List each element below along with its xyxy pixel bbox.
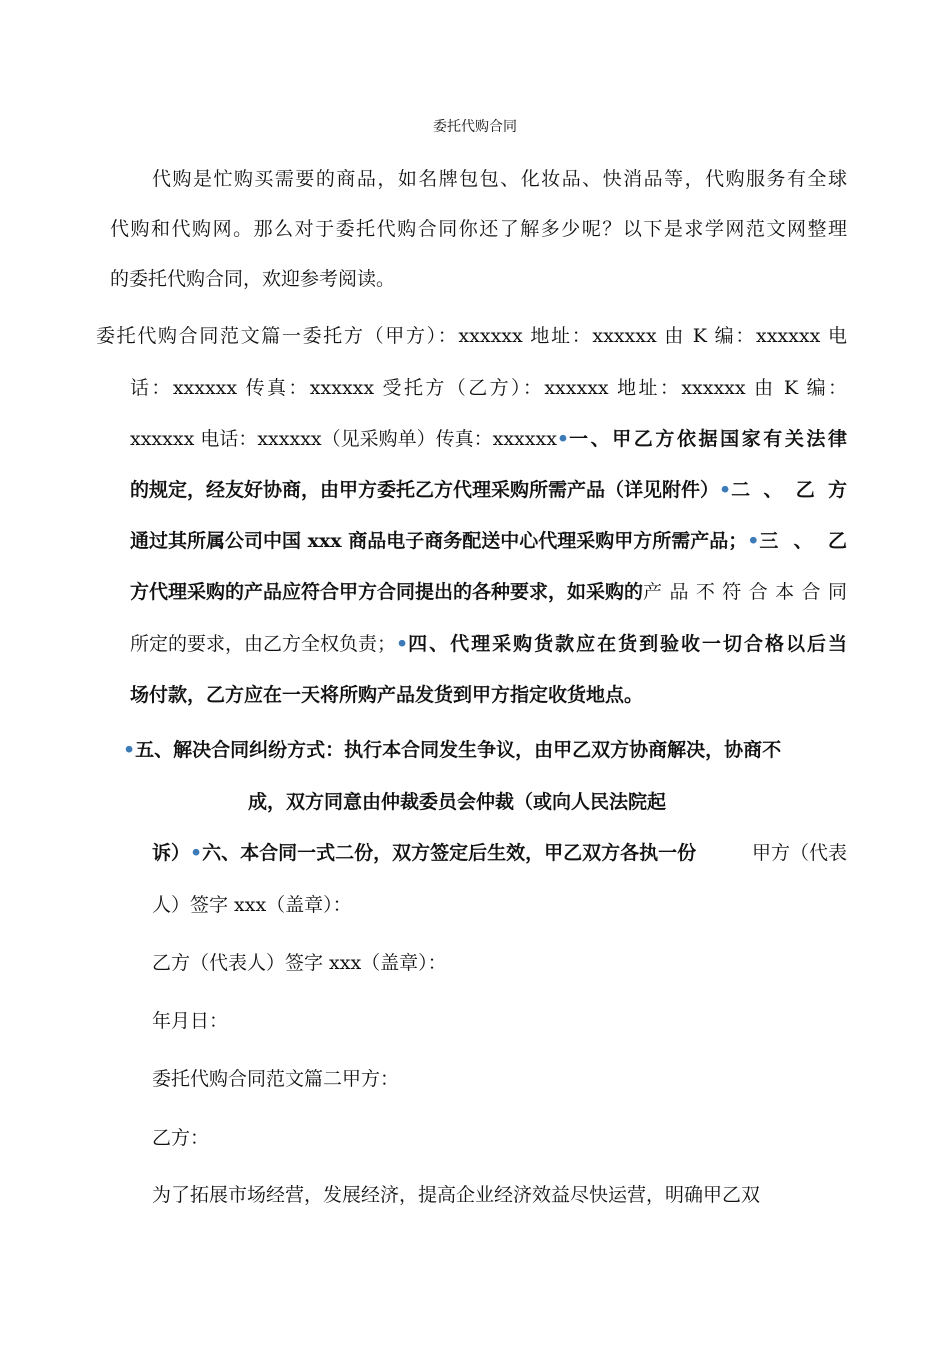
bullet-icon: •	[396, 633, 409, 655]
document-title: 委托代购合同	[433, 119, 517, 135]
clause-3-plain: 产品不符合本合同	[643, 581, 847, 603]
clause-3-start: 三、乙	[759, 530, 847, 552]
party-a-signature-end: 人）签字 xxx（盖章）：	[152, 894, 352, 916]
sample-2-text: 为了拓展市场经营，发展经济，提高企业经济效益尽快运营，明确甲乙双	[152, 1184, 761, 1206]
clause-3-end: 所定的要求，由乙方全权负责；	[130, 633, 397, 655]
party-a-signature-start: 甲方（代表	[751, 842, 847, 864]
intro-line-3: 的委托代购合同，欢迎参考阅读。	[110, 268, 396, 290]
sample-2-party-b: 乙方：	[152, 1127, 210, 1149]
p1-line-2: 话：xxxxxx 传真：xxxxxx 受托方（乙方）：xxxxxx 地址：xxxxxx 由 K 编：	[130, 377, 847, 399]
p2-line-3	[152, 841, 847, 865]
bullet-icon: •	[719, 479, 732, 501]
clause-4-end: 场付款，乙方应在一天将所购产品发货到甲方指定收货地点。	[130, 684, 644, 706]
p1-line-4	[130, 478, 847, 502]
bullet-icon: •	[123, 739, 136, 761]
clause-1-start: 一、甲乙方依据国家有关法律	[569, 428, 847, 450]
clause-5-start: 五、解决合同纠纷方式：执行本合同发生争议，由甲乙双方协商解决，协商不	[135, 739, 782, 761]
intro-line-2: 代购和代购网。那么对于委托代购合同你还了解多少呢？以下是求学网范文网整理	[110, 218, 847, 240]
bullet-icon: •	[190, 842, 203, 864]
clause-3-bold: 方代理采购的产品应符合甲方合同提出的各种要求，如采购的	[130, 581, 644, 603]
clause-2-start: 二、乙方	[731, 479, 847, 501]
clause-2-end: 通过其所属公司中国 xxx 商品电子商务配送中心代理采购甲方所需产品；	[130, 530, 748, 552]
clause-4-start: 四、代理采购货款应在货到验收一切合格以后当	[408, 633, 847, 655]
p1-line-6	[130, 580, 847, 604]
p1-line-3	[130, 427, 847, 451]
date-line: 年月日：	[152, 1010, 229, 1032]
p1-line-1: 委托代购合同范文篇一委托方（甲方）：xxxxxx 地址：xxxxxx 由 K 编：xxxxxx 电	[96, 325, 847, 347]
clause-6: 六、本合同一式二份，双方签定后生效，甲乙双方各执一份	[202, 842, 697, 864]
p1-line-5	[130, 529, 847, 553]
bullet-icon: •	[556, 428, 570, 450]
p1-line-3-text: xxxxxx 电话：xxxxxx（见采购单）传真：xxxxxx	[130, 428, 557, 450]
clause-5-end: 成，双方同意由仲裁委员会仲裁（或向人民法院起	[248, 791, 667, 813]
party-b-signature: 乙方（代表人）签字 xxx（盖章）：	[152, 952, 447, 974]
clause-1-end: 的规定，经友好协商，由甲方委托乙方代理采购所需产品（详见附件）	[130, 479, 720, 501]
sample-2-heading: 委托代购合同范文篇二甲方：	[152, 1068, 400, 1090]
p2-line-1	[123, 738, 781, 762]
clause-5-close: 诉）	[152, 842, 191, 864]
p1-line-7	[130, 632, 847, 656]
bullet-icon: •	[747, 530, 760, 552]
intro-line-1: 代购是忙购买需要的商品，如名牌包包、化妆品、快消品等，代购服务有全球	[152, 168, 847, 190]
